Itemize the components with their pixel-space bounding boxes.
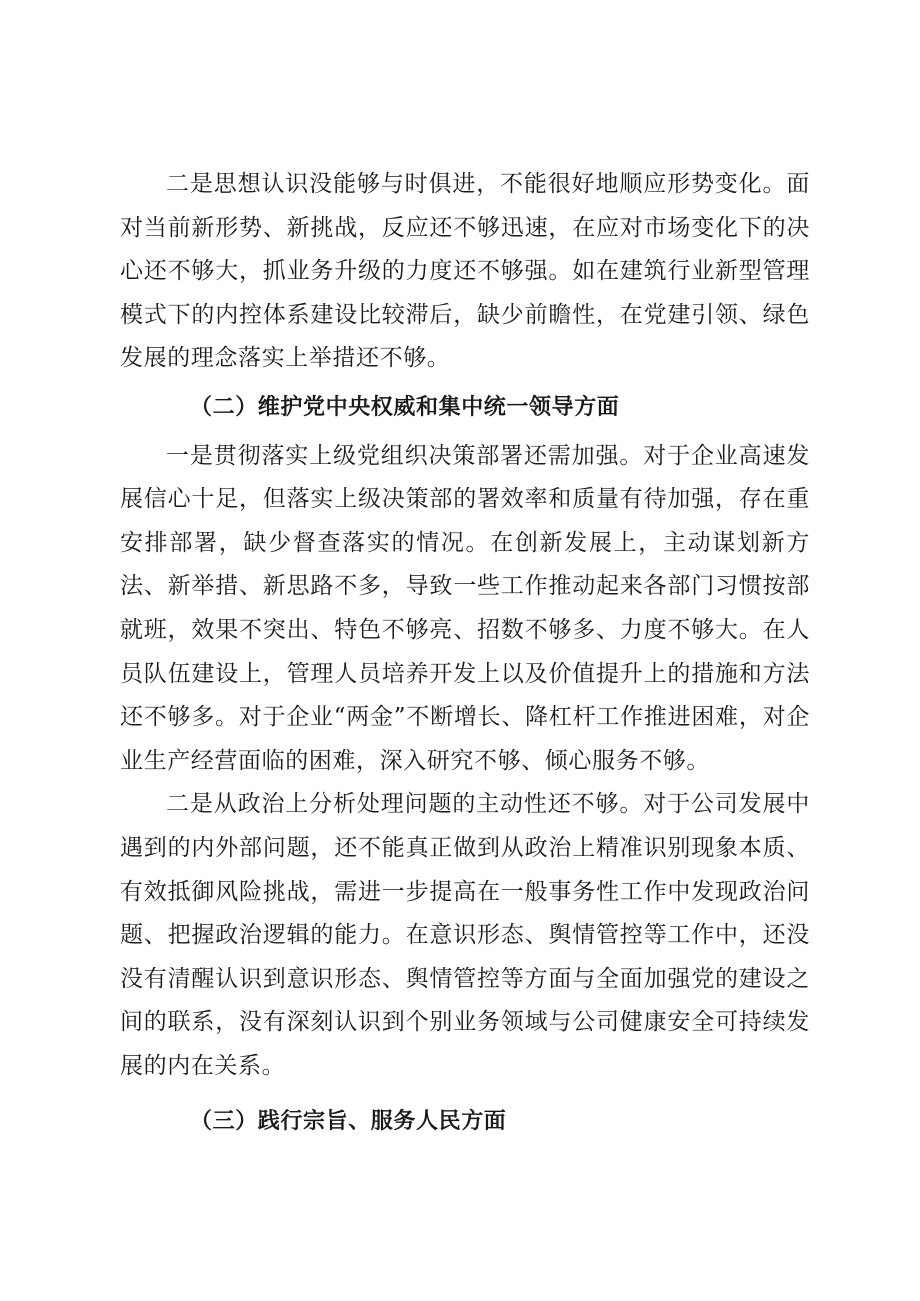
paragraph: 一是贯彻落实上级党组织决策部署还需加强。对于企业高速发展信心十足，但落实上级决策部的署效率和质量有待加强，存在重安排部署，缺少督查落实的情况。在创新发展上，主动谋划新方法、新举措、新思路不多，导致一些工作推动起来各部门习惯按部就班，效果不突出、特色不够亮、招数不够多、力度不够大。在人员队伍建设上，管理人员培养开发上以及价值提升上的措施和方法还不够多。对于企业“两金”不断增长、降杠杆工作推进困难，对企业生产经营面临的困难，深入研究不够、倾心服务不够。 <box>120 442 810 774</box>
paragraph: 二是思想认识没能够与时俱进，不能很好地顺应形势变化。面对当前新形势、新挑战，反应还不够迅速，在应对市场变化下的决心还不够大，抓业务升级的力度还不够强。如在建筑行业新型管理模式下的内控体系建设比较滞后，缺少前瞻性，在党建引领、绿色发展的理念落实上举措还不够。 <box>120 171 810 372</box>
paragraph: 二是从政治上分析处理问题的主动性还不够。对于公司发展中遇到的内外部问题，还不能真正做到从政治上精准识别现象本质、有效抵御风险挑战，需进一步提高在一般事务性工作中发现政治问题、把握政治逻辑的能力。在意识形态、舆情管控等工作中，还没没有清醒认识到意识形态、舆情管控等方面与全面加强党的建设之间的联系，没有深刻认识到个别业务领域与公司健康安全可持续发展的内在关系。 <box>120 791 810 1079</box>
section-heading: （二）维护党中央权威和集中统一领导方面 <box>190 394 620 420</box>
section-heading: （三）践行宗旨、服务人民方面 <box>190 1109 507 1135</box>
document-body <box>120 163 810 1144</box>
